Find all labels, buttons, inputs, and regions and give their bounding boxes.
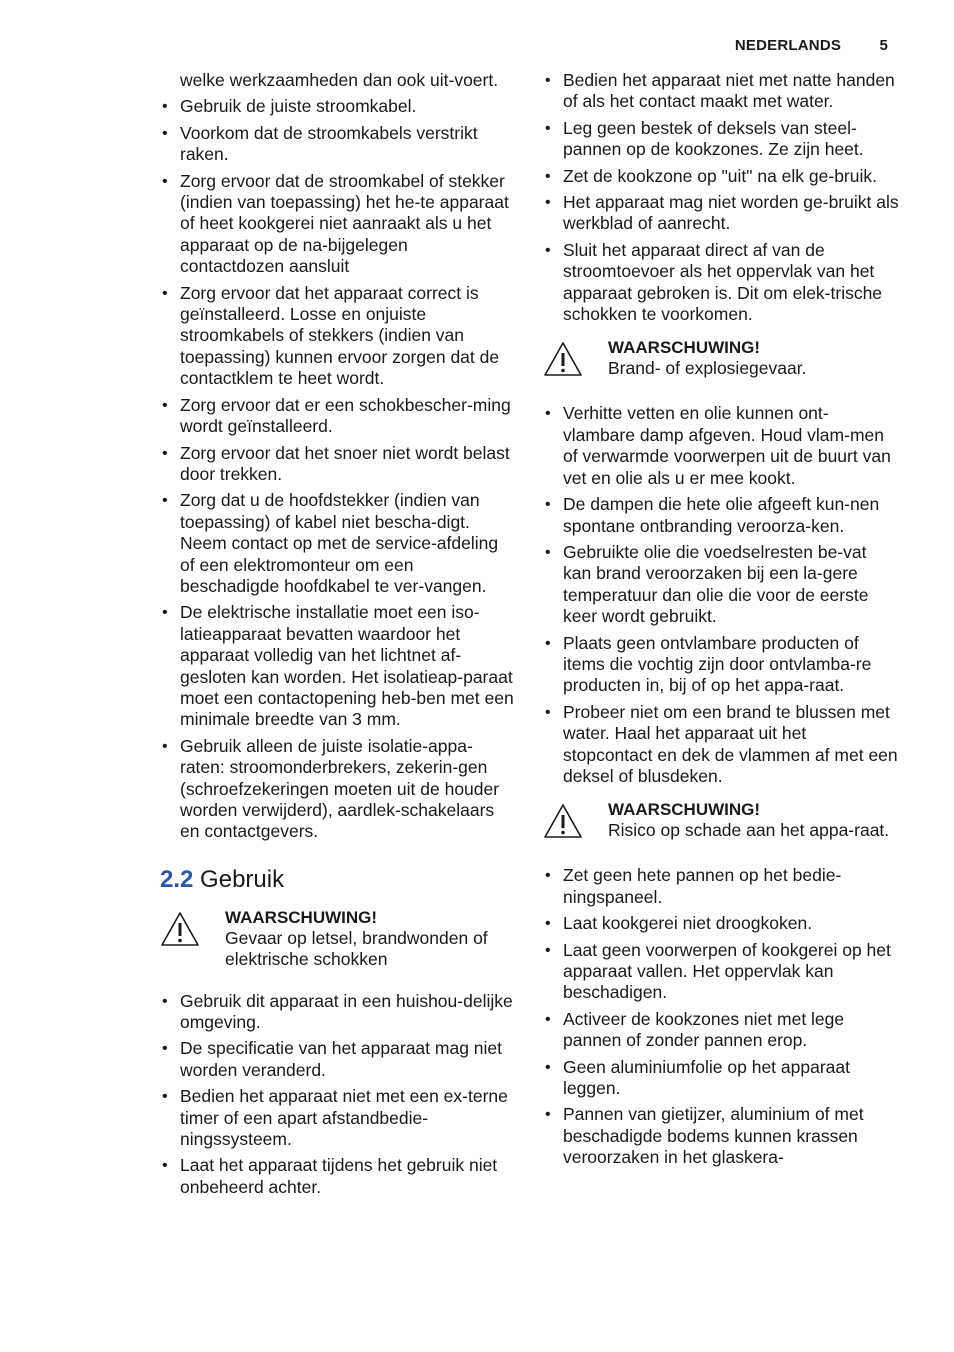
warning-title: WAARSCHUWING! (608, 800, 761, 820)
list-item: • Verhitte vetten en olie kunnen ont-vlambare damp afgeven. Houd vlam-men of verwarmde voorwerpen uit de buurt van vet en olie als u er mee kookt. (543, 403, 899, 489)
list-item: • De specificatie van het apparaat mag niet worden veranderd. (160, 1038, 516, 1081)
left-column (160, 70, 516, 1203)
list-item: • Laat geen voorwerpen of kookgerei op het apparaat vallen. Het oppervlak kan beschadigen. (543, 940, 899, 1004)
list-item: • Sluit het apparaat direct af van de stroomtoevoer als het oppervlak van het apparaat gebroken is. Dit om elek-trische schokken te voorkomen. (543, 240, 899, 326)
warning-block (543, 799, 899, 845)
list-item: • Plaats geen ontvlambare producten of items die vochtig zijn door ontvlamba-re producten in, bij of op het appa-raat. (543, 633, 899, 697)
bullet-list (160, 991, 516, 1199)
warning-text: Brand- of explosiegevaar. (608, 358, 807, 379)
list-item: • Leg geen bestek of deksels van steel-pannen op de kookzones. Ze zijn heet. (543, 118, 899, 161)
warning-title: WAARSCHUWING! (225, 907, 378, 927)
list-item: • Zet de kookzone op "uit" na elk ge-bruik. (543, 166, 899, 187)
warning-block (543, 337, 899, 383)
page-number: 5 (879, 37, 888, 54)
bullet-list (543, 403, 899, 787)
list-item: • Gebruik alleen de juiste isolatie-appa-raten: stroomonderbrekers, zekerin-gen (schroefzekeringen moeten uit de houder worden verwijderd), aardlek-schakelaars en contactgevers. (160, 736, 516, 843)
list-item: • Bedien het apparaat niet met natte handen of als het contact maakt met water. (543, 70, 899, 113)
list-item: • Zorg ervoor dat er een schokbescher-ming wordt geïnstalleerd. (160, 395, 516, 438)
warning-title: WAARSCHUWING! (608, 338, 761, 358)
list-item: • Voorkom dat de stroomkabels verstrikt raken. (160, 123, 516, 166)
list-item: • Probeer niet om een brand te blussen met water. Haal het apparaat uit het stopcontact en dek de vlammen af met een deksel of blusdeken. (543, 702, 899, 788)
warning-text: Gevaar op letsel, brandwonden of elektrische schokken (225, 927, 488, 970)
bullet-list (543, 865, 899, 1168)
section-heading (160, 865, 516, 895)
list-item: • Zorg ervoor dat het apparaat correct is geïnstalleerd. Losse en onjuiste stroomkabels of stekkers (indien van toepassing) kunnen ervoor zorgen dat de contactklem te heet wordt. (160, 283, 516, 390)
warning-triangle-icon (543, 803, 583, 839)
warning-block (160, 907, 516, 971)
list-item: • Activeer de kookzones niet met lege pannen of zonder pannen erop. (543, 1009, 899, 1052)
list-item: • Zet geen hete pannen op het bedie-ningspaneel. (543, 865, 899, 908)
page-header (735, 37, 888, 54)
warning-triangle-icon (543, 341, 583, 377)
warning-triangle-icon (160, 911, 200, 947)
list-item: • Gebruikte olie die voedselresten be-vat kan brand veroorzaken bij een la-gere temperatuur dan olie die voor de eerste keer wordt gebruikt. (543, 542, 899, 628)
warning-text: Risico op schade aan het appa-raat. (608, 820, 890, 841)
list-item: • Gebruik de juiste stroomkabel. (160, 96, 516, 117)
section-title: Gebruik (200, 865, 285, 893)
continuation-text: welke werkzaamheden dan ook uit-voert. (180, 70, 499, 90)
list-item: • Zorg ervoor dat het snoer niet wordt belast door trekken. (160, 443, 516, 486)
list-item: • Laat het apparaat tijdens het gebruik niet onbeheerd achter. (160, 1155, 516, 1198)
list-item: • Zorg ervoor dat de stroomkabel of stekker (indien van toepassing) het he-te apparaat of heet kookgerei niet aanraakt als u het apparaat op de na-bijgelegen contactdozen aansluit (160, 171, 516, 278)
bullet-list (160, 96, 516, 842)
list-item: • Laat kookgerei niet droogkoken. (543, 913, 899, 934)
bullet-list (543, 70, 899, 325)
list-item: • Bedien het apparaat niet met een ex-terne timer of een apart afstandbedie-ningssysteem. (160, 1086, 516, 1150)
section-number: 2.2 (160, 865, 194, 893)
list-item: • Het apparaat mag niet worden ge-bruikt als werkblad of aanrecht. (543, 192, 899, 235)
list-item: • De dampen die hete olie afgeeft kun-nen spontane ontbranding veroorza-ken. (543, 494, 899, 537)
header-language: NEDERLANDS (734, 37, 842, 54)
list-item: • De elektrische installatie moet een iso-latieapparaat bevatten waardoor het apparaat volledig van het lichtnet af-gesloten kan worden. Het isolatieap-paraat moet een contactopening heb-ben met een minimale breedte van 3 mm. (160, 602, 516, 730)
right-column (543, 70, 899, 1174)
list-item: • Gebruik dit apparaat in een huishou-delijke omgeving. (160, 991, 516, 1034)
list-item: • Zorg dat u de hoofdstekker (indien van toepassing) of kabel niet bescha-digt. Neem contact op met de service-afdeling of een elektromonteur om een beschadigde hoofdkabel te ver-vangen. (160, 490, 516, 597)
list-item: • Pannen van gietijzer, aluminium of met beschadigde bodems kunnen krassen veroorzaken in het glaskera- (543, 1104, 899, 1168)
list-item: • Geen aluminiumfolie op het apparaat leggen. (543, 1057, 899, 1100)
